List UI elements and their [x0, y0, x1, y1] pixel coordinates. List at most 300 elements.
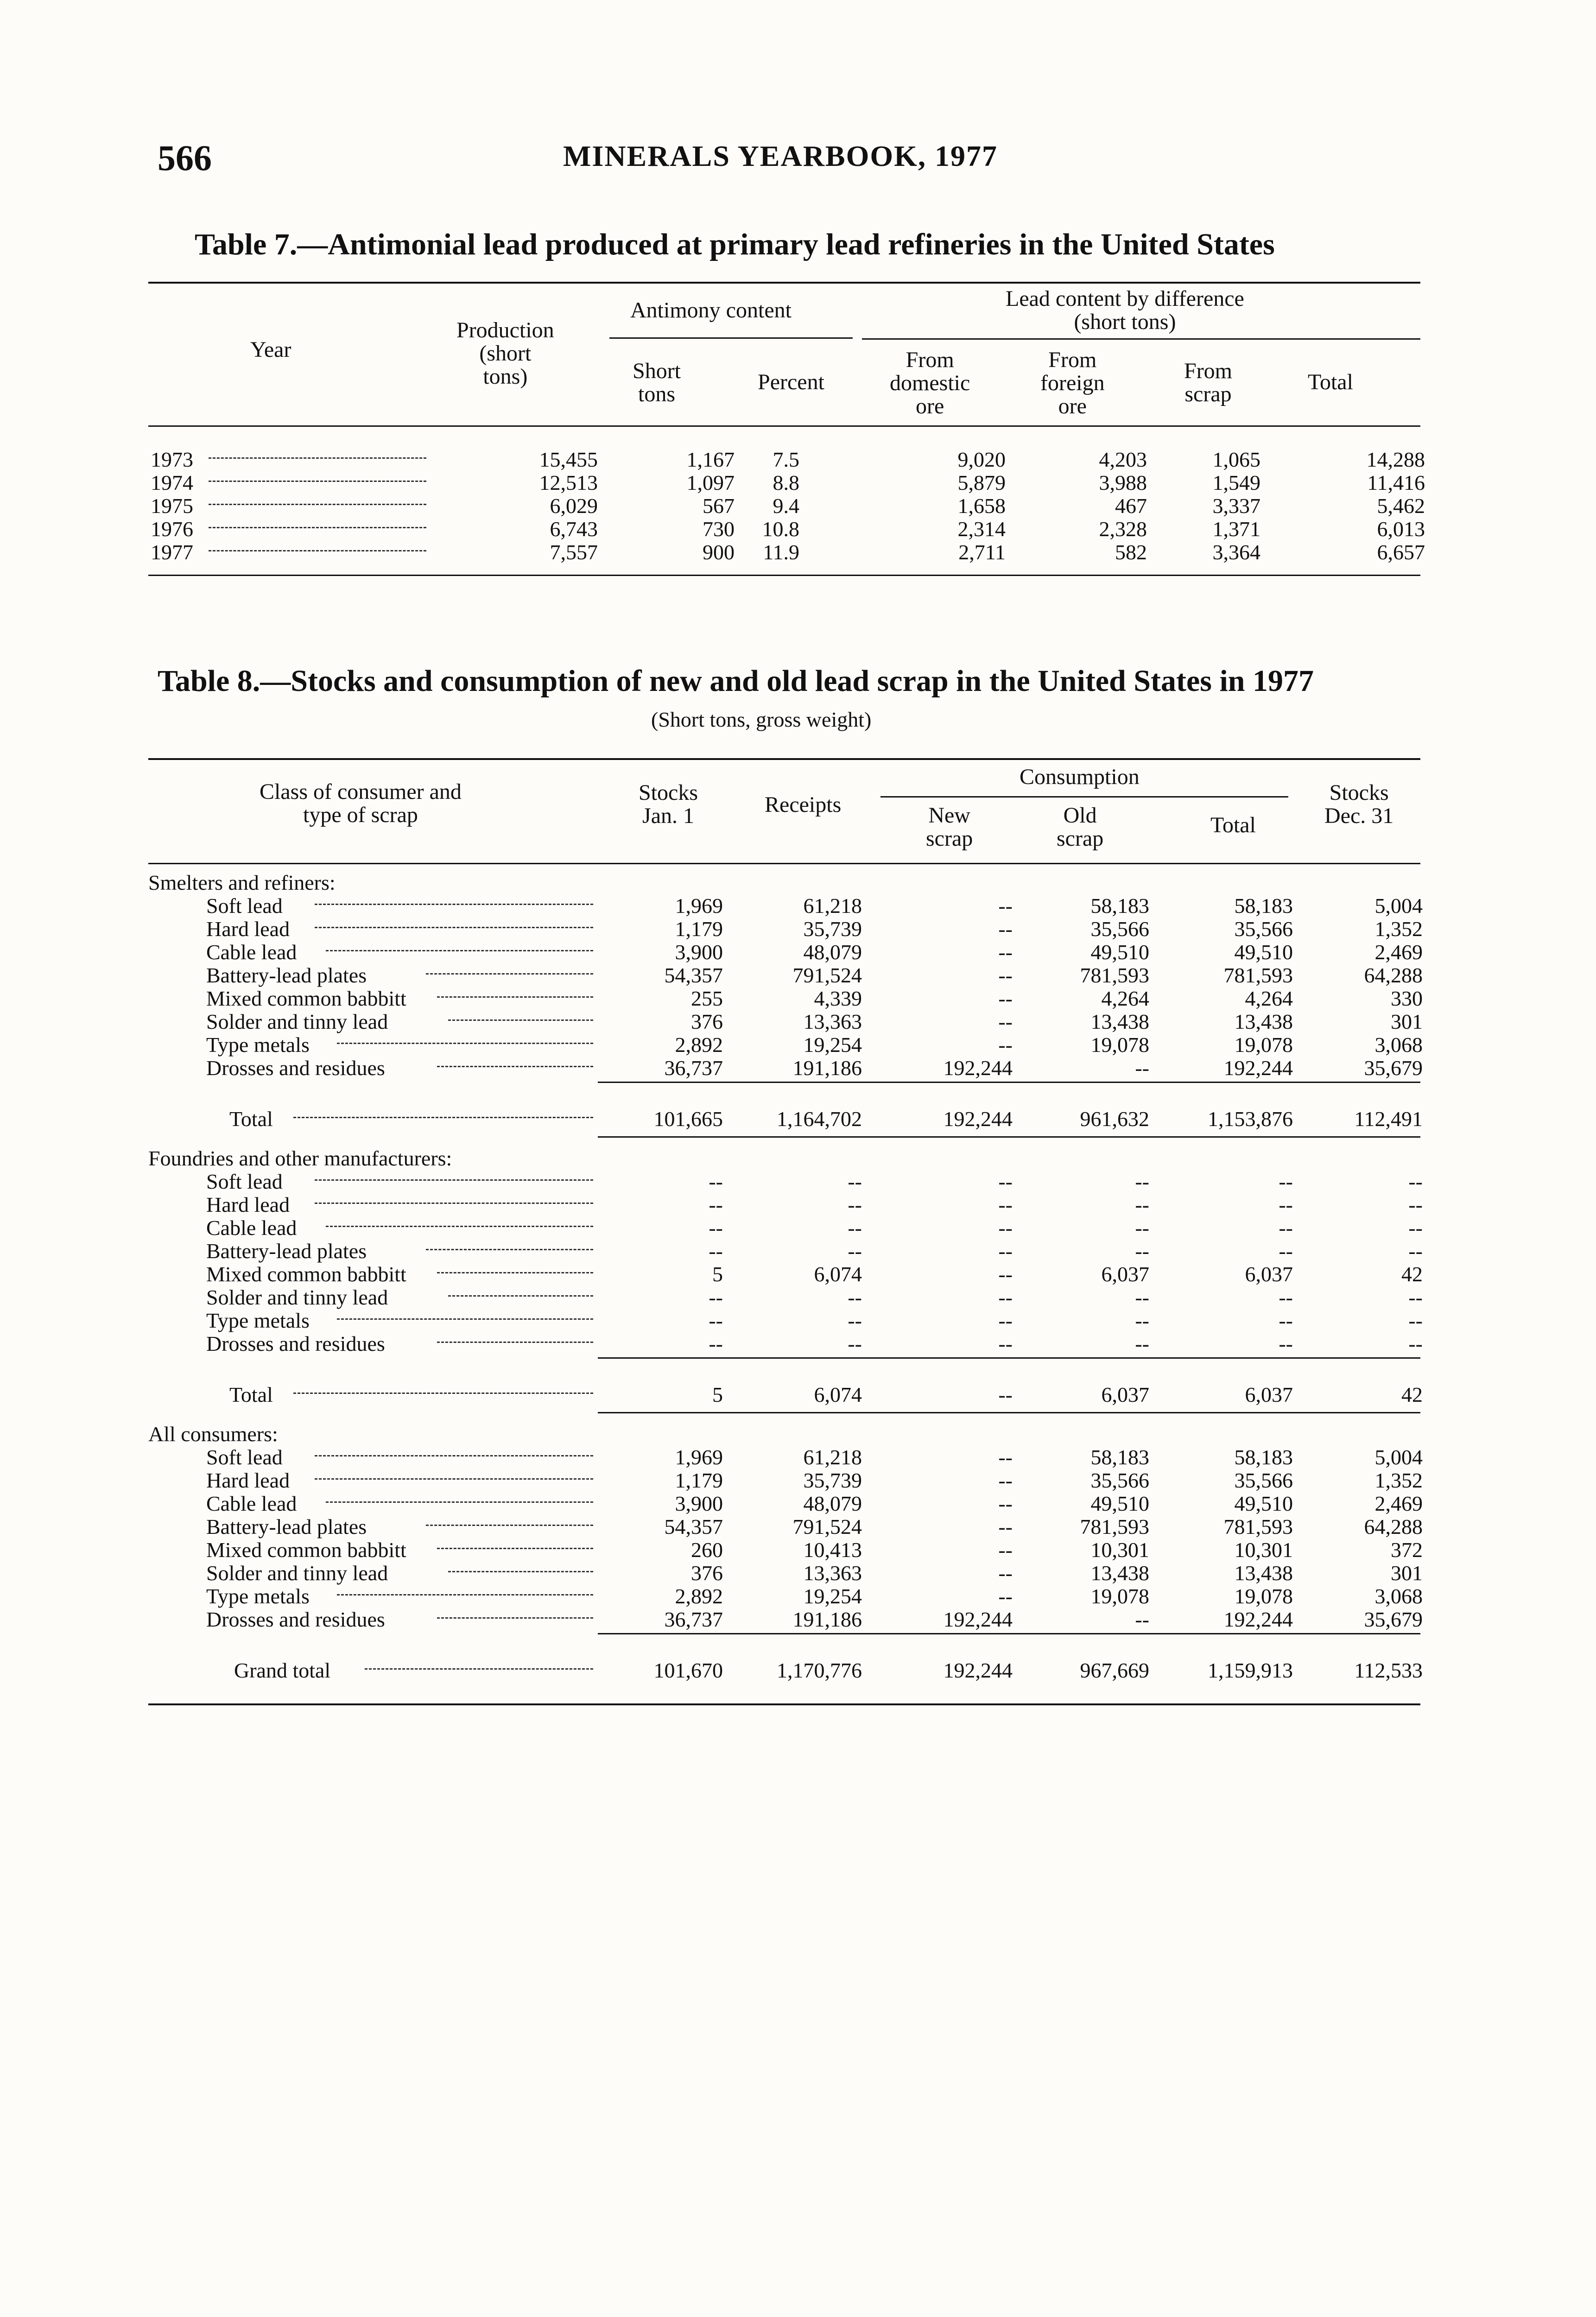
t8-value-cell: 42 — [1401, 1262, 1423, 1286]
t7-value-cell: 2,711 — [958, 540, 1006, 564]
t8-value-cell: 13,438 — [1090, 1010, 1149, 1033]
table8-header-rule — [148, 863, 1420, 864]
t8-value-cell: 191,186 — [792, 1608, 862, 1631]
t7-value-cell: 8.8 — [773, 471, 799, 494]
t8-value-cell: -- — [998, 1193, 1013, 1216]
t7-leader-dots — [209, 527, 426, 528]
t8-value-cell: 54,357 — [664, 1515, 723, 1538]
t8-data-row — [206, 1033, 1430, 1057]
t8-total-label: Grand total — [234, 1659, 331, 1682]
t8-leader-dots — [437, 1066, 593, 1067]
t7-header-antimony: Antimony content — [630, 298, 792, 323]
t8-value-cell: 35,566 — [1234, 917, 1293, 941]
t7-value-cell: 1,065 — [1212, 448, 1260, 471]
t8-data-row — [206, 1057, 1430, 1080]
t8-value-cell: 58,183 — [1234, 1445, 1293, 1469]
t8-value-cell: 372 — [1391, 1538, 1423, 1562]
t8-value-cell: 5 — [712, 1262, 723, 1286]
t8-value-cell: 1,969 — [675, 894, 723, 918]
t7-header-production: Production (short tons) — [456, 318, 554, 389]
t8-value-cell: 13,363 — [803, 1561, 862, 1585]
table7-title: Table 7.—Antimonial lead produced at primary lead refineries in the United States — [195, 228, 1275, 261]
t8-data-row — [206, 1170, 1430, 1193]
t7-value-cell: 6,013 — [1377, 517, 1425, 541]
t8-leader-dots — [426, 1249, 593, 1250]
t8-value-cell: -- — [1135, 1332, 1149, 1355]
t8-value-cell: 255 — [691, 987, 723, 1010]
t8-data-row — [206, 987, 1430, 1010]
t7-value-cell: 6,657 — [1377, 540, 1425, 564]
t8-value-cell: 301 — [1391, 1010, 1423, 1033]
t8-value-cell: -- — [1279, 1332, 1293, 1355]
t8-value-cell: -- — [998, 1445, 1013, 1469]
t8-value-cell: 35,679 — [1364, 1056, 1423, 1080]
t8-value-cell: 791,524 — [792, 1515, 862, 1538]
t8-value-cell: -- — [709, 1285, 723, 1309]
t8-header-receipts: Receipts — [765, 792, 842, 817]
t8-value-cell: 3,900 — [675, 940, 723, 964]
t8-value-cell: 36,737 — [664, 1608, 723, 1631]
t8-row-label: Hard lead — [206, 1193, 290, 1216]
t8-value-cell: 192,244 — [943, 1107, 1013, 1131]
t7-year-cell: 1975 — [151, 494, 193, 518]
t8-value-cell: -- — [998, 1561, 1013, 1585]
t7-value-cell: 5,462 — [1377, 494, 1425, 518]
t8-value-cell: 781,593 — [1080, 963, 1149, 987]
t8-leader-dots — [365, 1668, 593, 1670]
t7-header-scrap: From scrap — [1184, 359, 1233, 406]
t8-value-cell: 49,510 — [1234, 940, 1293, 964]
running-title: MINERALS YEARBOOK, 1977 — [563, 139, 998, 172]
t8-value-cell: 58,183 — [1234, 894, 1293, 918]
t8-data-row — [206, 1193, 1430, 1216]
t8-value-cell: 4,339 — [814, 987, 862, 1010]
t7-value-cell: 1,371 — [1212, 517, 1260, 541]
t8-row-label: Battery-lead plates — [206, 963, 367, 987]
t7-value-cell: 2,328 — [1099, 517, 1147, 541]
t8-value-cell: 6,037 — [1245, 1383, 1293, 1406]
t8-value-cell: 4,264 — [1101, 987, 1149, 1010]
t8-leader-dots — [315, 1179, 593, 1181]
t8-row-label: Drosses and residues — [206, 1332, 385, 1355]
t7-value-cell: 15,455 — [539, 448, 598, 471]
t8-data-row — [206, 1608, 1430, 1631]
t8-value-cell: 35,679 — [1364, 1608, 1423, 1631]
t7-value-cell: 567 — [703, 494, 735, 518]
t8-value-cell: 36,737 — [664, 1056, 723, 1080]
t8-leader-dots — [293, 1393, 593, 1394]
t8-value-cell: 58,183 — [1090, 1445, 1149, 1469]
t8-leader-dots — [437, 1272, 593, 1273]
t8-row-label: Type metals — [206, 1033, 310, 1057]
t8-value-cell: 192,244 — [943, 1659, 1013, 1682]
t8-value-cell: 112,491 — [1354, 1107, 1423, 1131]
t8-value-cell: -- — [1135, 1193, 1149, 1216]
t8-value-cell: 961,632 — [1080, 1107, 1149, 1131]
t7-value-cell: 3,364 — [1212, 540, 1260, 564]
t8-row-label: Solder and tinny lead — [206, 1285, 388, 1309]
t8-value-cell: 5,004 — [1374, 1445, 1423, 1469]
t8-value-cell: -- — [998, 1584, 1013, 1608]
t8-data-row — [206, 1446, 1430, 1469]
t8-value-cell: 13,363 — [803, 1010, 862, 1033]
t8-total-row — [229, 1108, 1430, 1131]
t8-value-cell: -- — [998, 1010, 1013, 1033]
t8-value-cell: -- — [1135, 1056, 1149, 1080]
t8-value-cell: -- — [998, 894, 1013, 918]
t7-value-cell: 7.5 — [773, 448, 799, 471]
t8-value-cell: 6,037 — [1101, 1383, 1149, 1406]
t8-value-cell: 781,593 — [1223, 1515, 1293, 1538]
t8-value-cell: 6,074 — [814, 1383, 862, 1406]
t8-value-cell: -- — [848, 1332, 862, 1355]
t8-row-label: Battery-lead plates — [206, 1239, 367, 1263]
t8-leader-dots — [426, 973, 593, 975]
t8-row-label: Hard lead — [206, 917, 290, 941]
t8-value-cell: -- — [1135, 1239, 1149, 1263]
t8-value-cell: -- — [1279, 1239, 1293, 1263]
t8-value-cell: 376 — [691, 1561, 723, 1585]
t8-value-cell: 260 — [691, 1538, 723, 1562]
t8-value-cell: -- — [848, 1170, 862, 1193]
t8-leader-dots — [337, 1594, 593, 1595]
t8-value-cell: -- — [998, 1239, 1013, 1263]
t8-value-cell: 19,078 — [1090, 1033, 1149, 1057]
t8-value-cell: -- — [848, 1193, 862, 1216]
t8-value-cell: -- — [998, 1383, 1013, 1406]
t8-value-cell: -- — [998, 1033, 1013, 1057]
t8-value-cell: 19,078 — [1234, 1033, 1293, 1057]
t8-leader-dots — [337, 1318, 593, 1320]
t7-header-total: Total — [1308, 370, 1353, 394]
t8-value-cell: -- — [998, 1538, 1013, 1562]
t8-row-label: Mixed common babbitt — [206, 1262, 406, 1286]
t7-value-cell: 9,020 — [957, 448, 1006, 471]
t8-row-label: Solder and tinny lead — [206, 1561, 388, 1585]
t8-data-row — [206, 1515, 1430, 1538]
t8-total-label: Total — [229, 1383, 273, 1406]
t8-value-cell: 3,068 — [1374, 1033, 1423, 1057]
t8-value-cell: 112,533 — [1354, 1659, 1423, 1682]
t8-value-cell: -- — [1279, 1170, 1293, 1193]
t8-value-cell: 1,164,702 — [777, 1107, 862, 1131]
t8-data-row — [206, 1469, 1430, 1492]
t8-row-label: Mixed common babbitt — [206, 987, 406, 1010]
t8-leader-dots — [448, 1295, 593, 1297]
t8-consumption-rule — [880, 796, 1288, 798]
t7-year-cell: 1973 — [151, 448, 193, 471]
t8-leader-dots — [326, 1501, 593, 1503]
t7-leader-dots — [209, 504, 426, 505]
t8-row-label: Drosses and residues — [206, 1056, 385, 1080]
t7-leader-dots — [209, 481, 426, 482]
t8-total-label: Total — [229, 1107, 273, 1131]
t7-header-year: Year — [250, 337, 291, 362]
t7-header-lead: Lead content by difference (short tons) — [1006, 286, 1244, 334]
t8-value-cell: 10,413 — [803, 1538, 862, 1562]
t8-value-cell: -- — [1279, 1285, 1293, 1309]
t7-value-cell: 1,658 — [957, 494, 1006, 518]
t8-row-label: Type metals — [206, 1584, 310, 1608]
t8-value-cell: -- — [709, 1193, 723, 1216]
t8-value-cell: 781,593 — [1080, 1515, 1149, 1538]
t8-section-label: Smelters and refiners: — [148, 871, 336, 894]
t8-value-cell: 191,186 — [792, 1056, 862, 1080]
t8-data-row — [206, 1286, 1430, 1309]
t8-value-cell: 6,037 — [1101, 1262, 1149, 1286]
table8-title: Table 8.—Stocks and consumption of new and old lead scrap in the United States in 1977 — [158, 664, 1314, 698]
t8-value-cell: -- — [1408, 1216, 1423, 1240]
table7-bottom-rule — [148, 575, 1420, 576]
t8-row-label: Cable lead — [206, 1216, 297, 1240]
t8-leader-dots — [315, 904, 593, 905]
t8-value-cell: 192,244 — [1223, 1608, 1293, 1631]
t8-leader-dots — [426, 1525, 593, 1526]
t8-row-label: Solder and tinny lead — [206, 1010, 388, 1033]
t8-leader-dots — [437, 1548, 593, 1549]
t8-subtotal-rule — [598, 1082, 1420, 1083]
t8-row-label: Battery-lead plates — [206, 1515, 367, 1538]
table8-top-rule — [148, 758, 1420, 760]
t7-row-1975 — [151, 494, 1430, 518]
t7-value-cell: 11.9 — [763, 540, 799, 564]
t8-value-cell: 2,892 — [675, 1584, 723, 1608]
t7-value-cell: 1,549 — [1212, 471, 1260, 494]
t8-value-cell: 42 — [1401, 1383, 1423, 1406]
t8-leader-dots — [315, 1203, 593, 1204]
t8-value-cell: 3,900 — [675, 1492, 723, 1515]
t8-value-cell: 791,524 — [792, 963, 862, 987]
t8-value-cell: -- — [1408, 1285, 1423, 1309]
t8-data-row — [206, 1332, 1430, 1355]
t8-value-cell: -- — [1135, 1170, 1149, 1193]
t8-value-cell: 5,004 — [1374, 894, 1423, 918]
t8-leader-dots — [326, 950, 593, 951]
t8-value-cell: 10,301 — [1090, 1538, 1149, 1562]
t8-value-cell: -- — [998, 1469, 1013, 1492]
t8-value-cell: -- — [1408, 1239, 1423, 1263]
t8-value-cell: 19,254 — [803, 1584, 862, 1608]
t8-value-cell: 10,301 — [1234, 1538, 1293, 1562]
t7-value-cell: 14,288 — [1366, 448, 1425, 471]
t8-value-cell: 1,159,913 — [1208, 1659, 1293, 1682]
t8-section-label: All consumers: — [148, 1422, 278, 1446]
t8-value-cell: 4,264 — [1245, 987, 1293, 1010]
t8-leader-dots — [315, 1455, 593, 1456]
t8-data-row — [206, 1585, 1430, 1608]
t8-row-label: Cable lead — [206, 940, 297, 964]
t8-leader-dots — [315, 1478, 593, 1480]
t8-value-cell: -- — [848, 1216, 862, 1240]
t8-leader-dots — [448, 1571, 593, 1572]
t8-value-cell: 1,352 — [1374, 917, 1423, 941]
t8-section-rule — [598, 1412, 1420, 1413]
t8-value-cell: 192,244 — [943, 1608, 1013, 1631]
t8-value-cell: 64,288 — [1364, 963, 1423, 987]
t8-value-cell: 376 — [691, 1010, 723, 1033]
t8-value-cell: -- — [998, 987, 1013, 1010]
t8-value-cell: 2,892 — [675, 1033, 723, 1057]
t8-header-old-scrap: Old scrap — [1057, 803, 1104, 851]
t8-data-row — [206, 1562, 1430, 1585]
t8-leader-dots — [315, 927, 593, 928]
t8-value-cell: -- — [1135, 1608, 1149, 1631]
t8-value-cell: -- — [998, 1492, 1013, 1515]
t8-leader-dots — [448, 1019, 593, 1021]
t8-value-cell: 35,566 — [1090, 1469, 1149, 1492]
t8-value-cell: 1,153,876 — [1208, 1107, 1293, 1131]
t7-value-cell: 9.4 — [773, 494, 799, 518]
t7-value-cell: 1,097 — [686, 471, 735, 494]
t8-row-label: Type metals — [206, 1309, 310, 1332]
t8-value-cell: -- — [998, 917, 1013, 941]
t8-value-cell: -- — [848, 1285, 862, 1309]
t8-value-cell: 49,510 — [1234, 1492, 1293, 1515]
t8-value-cell: 13,438 — [1090, 1561, 1149, 1585]
t7-header-short-tons: Short tons — [633, 359, 681, 406]
t7-value-cell: 3,988 — [1099, 471, 1147, 494]
t8-value-cell: 192,244 — [943, 1056, 1013, 1080]
t8-value-cell: 192,244 — [1223, 1056, 1293, 1080]
t7-value-cell: 1,167 — [686, 448, 735, 471]
t8-value-cell: 101,670 — [653, 1659, 723, 1682]
t8-value-cell: -- — [1135, 1309, 1149, 1332]
t7-lead-rule — [862, 338, 1420, 340]
t8-value-cell: -- — [1135, 1285, 1149, 1309]
t8-value-cell: 1,170,776 — [777, 1659, 862, 1682]
t8-value-cell: -- — [998, 1285, 1013, 1309]
t8-value-cell: -- — [1408, 1332, 1423, 1355]
t8-value-cell: 13,438 — [1234, 1561, 1293, 1585]
t8-value-cell: 19,078 — [1090, 1584, 1149, 1608]
t8-value-cell: 19,078 — [1234, 1584, 1293, 1608]
t8-value-cell: 2,469 — [1374, 1492, 1423, 1515]
t7-value-cell: 12,513 — [539, 471, 598, 494]
t8-value-cell: -- — [998, 1216, 1013, 1240]
t7-year-cell: 1974 — [151, 471, 193, 494]
t8-value-cell: -- — [709, 1239, 723, 1263]
t8-header-stocks-jan: Stocks Jan. 1 — [639, 780, 698, 828]
t8-data-row — [206, 1538, 1430, 1562]
t8-header-new-scrap: New scrap — [926, 803, 973, 851]
t8-value-cell: -- — [998, 1262, 1013, 1286]
t8-value-cell: 35,566 — [1090, 917, 1149, 941]
t7-value-cell: 11,416 — [1367, 471, 1425, 494]
t8-data-row — [206, 964, 1430, 987]
t8-row-label: Cable lead — [206, 1492, 297, 1515]
t8-value-cell: 54,357 — [664, 963, 723, 987]
table7-top-rule — [148, 282, 1420, 284]
t8-value-cell: -- — [848, 1239, 862, 1263]
t7-leader-dots — [209, 457, 426, 459]
t8-leader-dots — [437, 1617, 593, 1619]
t8-data-row — [206, 1492, 1430, 1515]
t7-value-cell: 5,879 — [957, 471, 1006, 494]
t8-value-cell: 781,593 — [1223, 963, 1293, 987]
t8-leader-dots — [326, 1226, 593, 1227]
t8-leader-dots — [437, 1342, 593, 1343]
t8-value-cell: 1,352 — [1374, 1469, 1423, 1492]
t8-value-cell: -- — [709, 1216, 723, 1240]
t8-value-cell: 967,669 — [1080, 1659, 1149, 1682]
t8-value-cell: 5 — [712, 1383, 723, 1406]
t8-value-cell: 61,218 — [803, 894, 862, 918]
t7-value-cell: 4,203 — [1099, 448, 1147, 471]
t8-value-cell: -- — [998, 963, 1013, 987]
t8-section-rule — [598, 1136, 1420, 1138]
t7-header-foreign: From foreign ore — [1040, 348, 1105, 418]
t8-value-cell: -- — [1408, 1170, 1423, 1193]
t8-value-cell: -- — [1279, 1193, 1293, 1216]
t8-value-cell: 48,079 — [803, 940, 862, 964]
t7-header-percent: Percent — [758, 370, 824, 394]
t8-value-cell: 61,218 — [803, 1445, 862, 1469]
t7-value-cell: 730 — [703, 517, 735, 541]
t8-value-cell: -- — [998, 1170, 1013, 1193]
t8-data-row — [206, 1240, 1430, 1263]
t8-data-row — [206, 1216, 1430, 1240]
t8-total-row — [234, 1659, 1430, 1682]
t8-value-cell: 58,183 — [1090, 894, 1149, 918]
table8-bottom-rule — [148, 1703, 1420, 1705]
t7-antimony-rule — [609, 337, 853, 339]
t7-row-1974 — [151, 471, 1430, 494]
t7-row-1976 — [151, 518, 1430, 541]
t8-value-cell: 6,074 — [814, 1262, 862, 1286]
t7-row-1977 — [151, 541, 1430, 564]
t8-value-cell: 13,438 — [1234, 1010, 1293, 1033]
t8-value-cell: 19,254 — [803, 1033, 862, 1057]
t8-value-cell: -- — [848, 1309, 862, 1332]
t8-value-cell: 301 — [1391, 1561, 1423, 1585]
t7-year-cell: 1976 — [151, 517, 193, 541]
t7-value-cell: 3,337 — [1212, 494, 1260, 518]
t8-row-label: Soft lead — [206, 1445, 283, 1469]
t7-value-cell: 10.8 — [762, 517, 799, 541]
t8-value-cell: -- — [1279, 1309, 1293, 1332]
t8-data-row — [206, 1309, 1430, 1332]
table7-header-rule — [148, 425, 1420, 427]
t8-value-cell: -- — [709, 1309, 723, 1332]
t7-value-cell: 6,029 — [550, 494, 598, 518]
t8-value-cell: -- — [998, 1515, 1013, 1538]
t8-value-cell: -- — [1408, 1193, 1423, 1216]
t8-row-label: Mixed common babbitt — [206, 1538, 406, 1562]
table8-subtitle: (Short tons, gross weight) — [651, 708, 872, 731]
t8-value-cell: 330 — [1391, 987, 1423, 1010]
t8-value-cell: 35,566 — [1234, 1469, 1293, 1492]
t8-value-cell: -- — [998, 1309, 1013, 1332]
t7-row-1973 — [151, 448, 1430, 471]
t8-row-label: Drosses and residues — [206, 1608, 385, 1631]
t8-data-row — [206, 918, 1430, 941]
t8-value-cell: 1,969 — [675, 1445, 723, 1469]
t8-value-cell: 64,288 — [1364, 1515, 1423, 1538]
t7-value-cell: 467 — [1115, 494, 1147, 518]
t8-value-cell: -- — [1279, 1216, 1293, 1240]
t8-header-stocks-dec: Stocks Dec. 31 — [1324, 780, 1394, 828]
t8-value-cell: 2,469 — [1374, 940, 1423, 964]
t8-row-label: Soft lead — [206, 1170, 283, 1193]
t8-value-cell: 35,739 — [803, 917, 862, 941]
t8-header-total: Total — [1210, 813, 1256, 837]
t8-leader-dots — [437, 996, 593, 998]
t8-header-consumption: Consumption — [1020, 765, 1140, 789]
t8-total-row — [229, 1383, 1430, 1406]
t7-header-domestic: From domestic ore — [890, 348, 970, 418]
t8-value-cell: 1,179 — [675, 917, 723, 941]
t8-subtotal-rule — [598, 1357, 1420, 1359]
